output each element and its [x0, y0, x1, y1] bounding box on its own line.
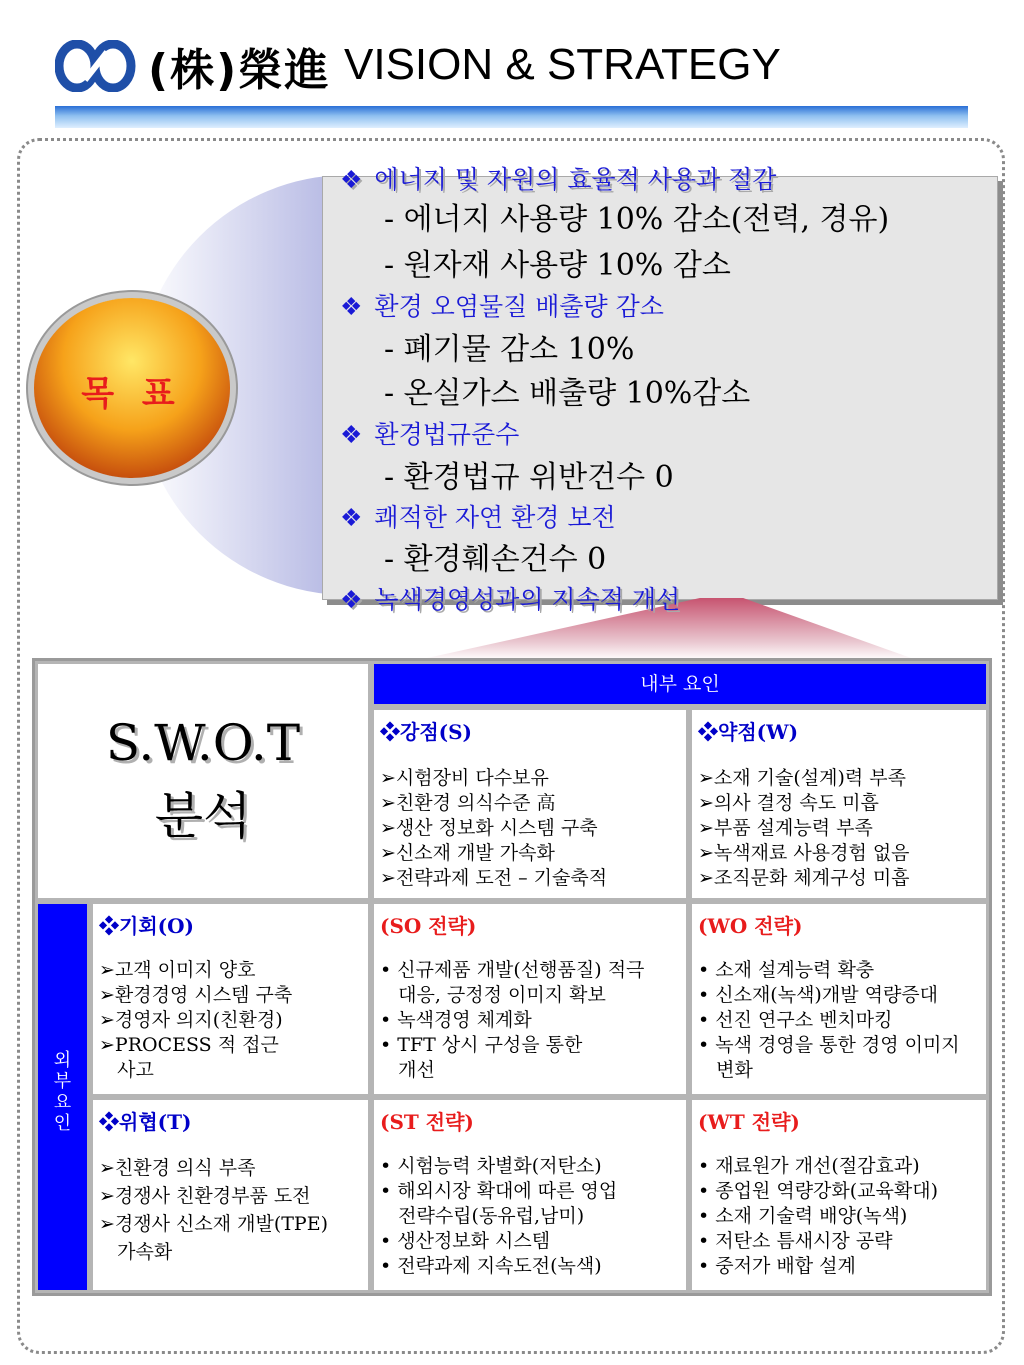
- so-strategy-title: (SO 전략): [380, 914, 477, 938]
- list-item: • 소재 기술력 배양(녹색): [698, 1205, 908, 1227]
- goal-item: - 온실가스 배출량 10%감소: [384, 376, 751, 411]
- goal-item: - 원자재 사용량 10% 감소: [384, 248, 731, 283]
- list-item: ➢친환경 의식수준 高: [380, 792, 556, 814]
- goal-item: - 환경훼손건수 0: [384, 542, 607, 577]
- goal-item: - 환경법규 위반건수 0: [384, 460, 674, 495]
- diamond-bullet-icon: ❖: [340, 503, 363, 532]
- opportunities-cell: [90, 901, 371, 1097]
- list-item: ➢환경경영 시스템 구축: [99, 984, 293, 1006]
- company-name: (株)榮進: [148, 45, 331, 96]
- goal-category: ❖ 쾌적한 자연 환경 보전: [340, 503, 616, 532]
- list-item: • TFT 상시 구성을 통한: [380, 1034, 583, 1056]
- list-item: 사고: [99, 1059, 154, 1081]
- swot-subtitle: 분석: [154, 787, 252, 845]
- st-strategy-cell: [371, 1097, 689, 1293]
- diamond-bullet-icon: ❖: [340, 420, 363, 449]
- diamond-bullet-icon: ❖: [340, 165, 363, 194]
- external-factors-label: 외 부 요 인: [53, 1050, 72, 1134]
- list-item: ➢생산 정보화 시스템 구축: [380, 817, 598, 839]
- goal-category: ❖ 에너지 및 자원의 효율적 사용과 절감: [340, 165, 777, 194]
- strengths-list: [380, 766, 607, 891]
- company-logo-icon: [55, 40, 137, 92]
- list-item: 가속화: [99, 1241, 173, 1263]
- list-item: ➢전략과제 도전 – 기술축적: [380, 867, 608, 889]
- internal-factors-band: 내부 요인: [371, 661, 989, 707]
- swot-title-cell: [35, 661, 371, 901]
- threats-cell: [90, 1097, 371, 1293]
- threats-list: [99, 1154, 328, 1266]
- list-item: • 녹색 경영을 통한 경영 이미지: [698, 1034, 960, 1056]
- goal-category: ❖ 녹색경영성과의 지속적 개선: [340, 585, 681, 614]
- list-item: • 해외시장 확대에 따른 영업: [380, 1180, 618, 1202]
- list-item: • 전략과제 지속도전(녹색): [380, 1255, 602, 1277]
- swot-title: S.W.O.T: [105, 714, 301, 772]
- list-item: • 녹색경영 체계화: [380, 1009, 532, 1031]
- list-item: • 선진 연구소 벤치마킹: [698, 1009, 893, 1031]
- goal-item: - 에너지 사용량 10% 감소(전력, 경유): [384, 202, 890, 237]
- list-item: ➢경쟁사 친환경부품 도전: [99, 1185, 311, 1207]
- threats-title: ❖위협(T): [99, 1110, 192, 1134]
- header-bar: [55, 106, 968, 128]
- list-item: ➢경영자 의지(친환경): [99, 1009, 283, 1031]
- list-item: 변화: [698, 1059, 753, 1081]
- list-item: • 소재 설계능력 확충: [698, 959, 875, 981]
- list-item: • 종업원 역량강화(교육확대): [698, 1180, 939, 1202]
- list-item: ➢녹색재료 사용경험 없음: [698, 842, 910, 864]
- list-item: ➢경쟁사 신소재 개발(TPE): [99, 1213, 328, 1235]
- list-item: ➢고객 이미지 양호: [99, 959, 256, 981]
- page-title: VISION & STRATEGY: [344, 40, 781, 89]
- list-item: ➢PROCESS 적 접근: [99, 1034, 279, 1056]
- list-item: ➢부품 설계능력 부족: [698, 817, 873, 839]
- strengths-title: ❖강점(S): [380, 720, 473, 744]
- weaknesses-cell: [689, 707, 989, 901]
- list-item: ➢신소재 개발 가속화: [380, 842, 555, 864]
- weaknesses-list: [698, 766, 910, 891]
- wo-strategy-list: [698, 958, 960, 1083]
- list-item: • 재료원가 개선(절감효과): [698, 1155, 920, 1177]
- list-item: 개선: [380, 1059, 435, 1081]
- list-item: ➢친환경 의식 부족: [99, 1157, 256, 1179]
- list-item: 전략수립(동유럽,남미): [380, 1205, 585, 1227]
- wo-strategy-title: (WO 전략): [698, 914, 803, 938]
- list-item: • 저탄소 틈새시장 공략: [698, 1230, 893, 1252]
- diamond-bullet-icon: ❖: [340, 585, 363, 614]
- strengths-cell: [371, 707, 689, 901]
- diamond-bullet-icon: ❖: [340, 292, 363, 321]
- list-item: • 생산정보화 시스템: [380, 1230, 551, 1252]
- goal-category: ❖ 환경법규준수: [340, 420, 520, 449]
- list-item: • 중저가 배합 설계: [698, 1255, 856, 1277]
- list-item: ➢소재 기술(설계)력 부족: [698, 767, 907, 789]
- so-strategy-list: [380, 958, 644, 1083]
- opportunities-title: ❖기회(O): [99, 914, 194, 938]
- wo-strategy-cell: [689, 901, 989, 1097]
- list-item: 대응, 긍정정 이미지 확보: [380, 984, 606, 1006]
- list-item: • 신소재(녹색)개발 역량증대: [698, 984, 939, 1006]
- st-strategy-title: (ST 전략): [380, 1110, 474, 1134]
- list-item: ➢시험장비 다수보유: [380, 767, 549, 789]
- list-item: • 시험능력 차별화(저탄소): [380, 1155, 602, 1177]
- wt-strategy-list: [698, 1154, 938, 1279]
- list-item: ➢의사 결정 속도 미흡: [698, 792, 879, 814]
- wt-strategy-cell: [689, 1097, 989, 1293]
- list-item: • 신규제품 개발(선행품질) 적극: [380, 959, 645, 981]
- goal-category: ❖ 환경 오염물질 배출량 감소: [340, 292, 664, 321]
- goal-item: - 폐기물 감소 10%: [384, 332, 635, 367]
- st-strategy-list: [380, 1154, 617, 1279]
- swot-table: [32, 658, 992, 1296]
- weaknesses-title: ❖약점(W): [698, 720, 799, 744]
- so-strategy-cell: [371, 901, 689, 1097]
- list-item: ➢조직문화 체계구성 미흡: [698, 867, 910, 889]
- external-factors-band: [35, 901, 90, 1293]
- goal-label: 목 표: [81, 374, 183, 414]
- wt-strategy-title: (WT 전략): [698, 1110, 800, 1134]
- opportunities-list: [99, 958, 292, 1083]
